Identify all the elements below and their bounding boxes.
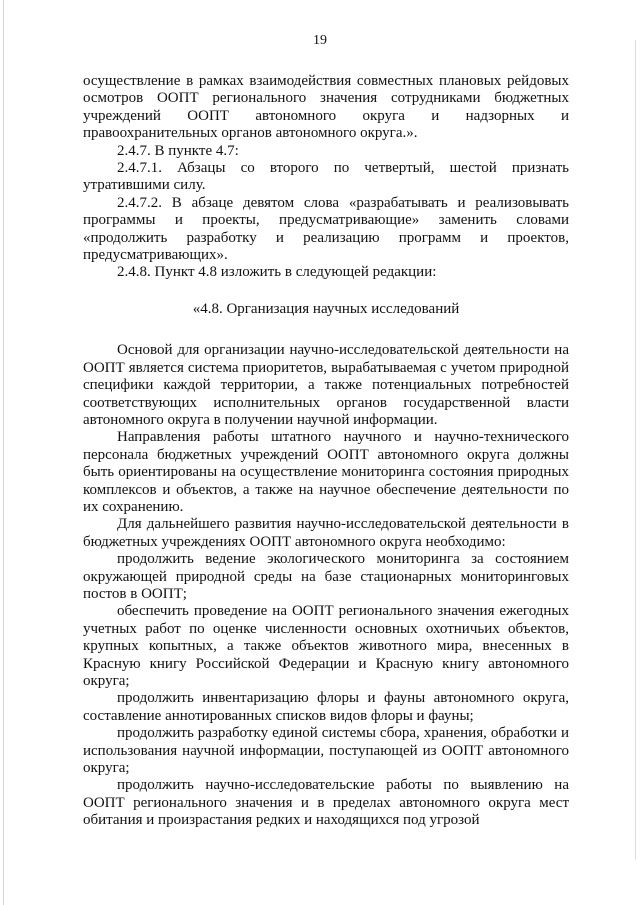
document-body bbox=[83, 73, 569, 830]
list-item: продолжить научно-исследовательские работы по выявлению на ООПТ регионального значения и в пределах автономного округа мест обитания и произрастания редких и находящихся под угрозой bbox=[83, 777, 569, 829]
list-item: продолжить разработку единой системы сбора, хранения, обработки и использования научной информации, поступающей из ООПТ автономного округа; bbox=[83, 725, 569, 777]
paragraph-body: Для дальнейшего развития научно-исследовательской деятельности в бюджетных учреждениях ООПТ автономного округа необходимо: bbox=[83, 516, 569, 550]
paragraph-continuation: осуществление в рамках взаимодействия совместных плановых рейдовых осмотров ООПТ регионального значения сотрудниками бюджетных учреждений ООПТ автономного округа и надзорных и правоохранительных органов автономного округа.». bbox=[83, 73, 569, 142]
scan-edge-left bbox=[3, 0, 4, 905]
section-heading: «4.8. Организация научных исследований bbox=[192, 300, 460, 317]
list-item: продолжить ведение экологического мониторинга за состоянием окружающей природной среды на базе стационарных мониторинговых постов в ООПТ; bbox=[83, 551, 569, 602]
scan-edge-right bbox=[635, 40, 636, 860]
paragraph-body: Основой для организации научно-исследовательской деятельности на ООПТ является система приоритетов, вырабатываемая с учетом природной специфики каждой территории, а также потенциальных потребностей соответствующих исполнительных органов государственной власти автономного округа в получении научной информации. bbox=[83, 342, 569, 428]
paragraph-clause-2-4-8: 2.4.8. Пункт 4.8 изложить в следующей редакции: bbox=[117, 264, 437, 281]
paragraph-clause-2-4-7-2: 2.4.7.2. В абзаце девятом слова «разрабатывать и реализовывать программы и проекты, предусматривающие» заменить словами «продолжить разработку и реализацию программ и проектов, предусматривающих». bbox=[83, 194, 569, 264]
paragraph-clause-2-4-7: 2.4.7. В пункте 4.7: bbox=[117, 142, 239, 159]
list-item: продолжить инвентаризацию флоры и фауны автономного округа, составление аннотированных списков видов флоры и фауны; bbox=[83, 690, 569, 724]
paragraph-clause-2-4-7-1: 2.4.7.1. Абзацы со второго по четвертый, шестой признать утратившими силу. bbox=[83, 160, 569, 194]
page-number: 19 bbox=[313, 33, 327, 48]
paragraph-body: Направления работы штатного научного и научно-технического персонала бюджетных учреждений ООПТ автономного округа должны быть ориентированы на осуществление мониторинга состояния природных комплексов и объектов, а также на научное обеспечение деятельности по их сохранению. bbox=[83, 429, 569, 515]
list-item: обеспечить проведение на ООПТ регионального значения ежегодных учетных работ по оценке численности основных охотничьих объектов, крупных копытных, а также объектов животного мира, внесенных в Красную книгу Российской Федерации и Красную книгу автономного округа; bbox=[83, 603, 569, 689]
